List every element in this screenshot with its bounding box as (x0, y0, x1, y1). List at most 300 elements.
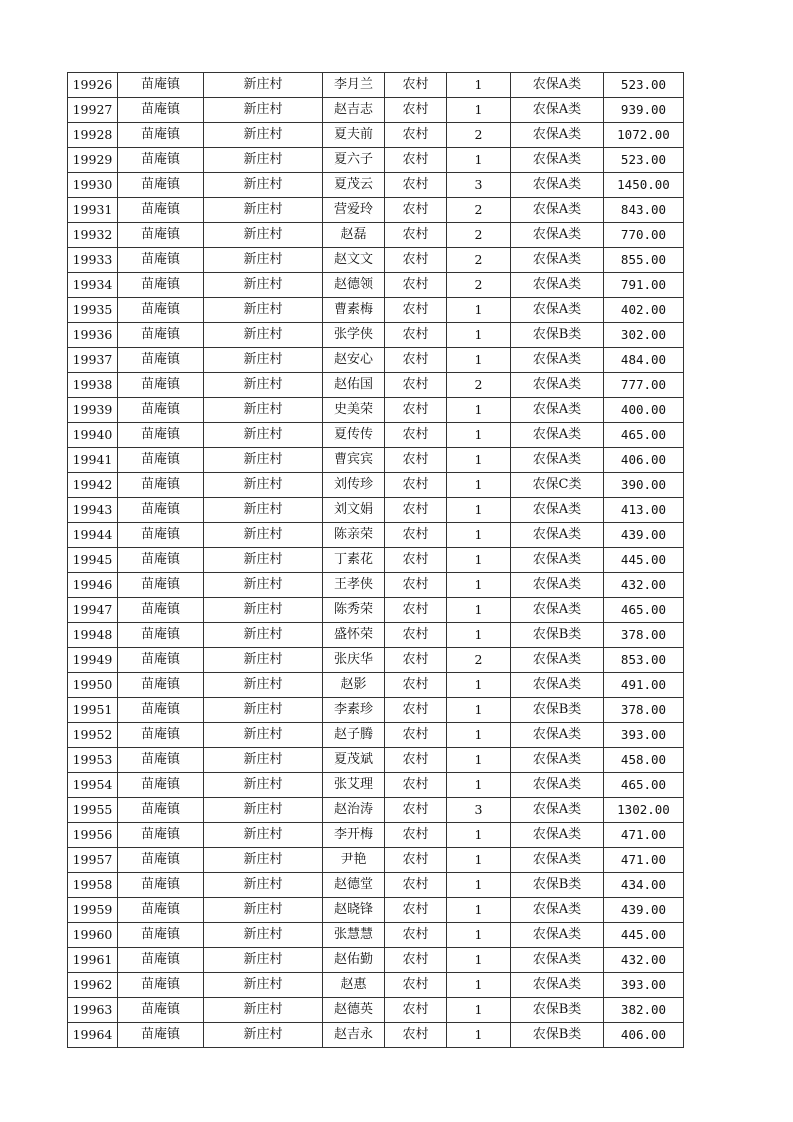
cell-village: 新庄村 (204, 798, 323, 823)
cell-insurance-category: 农保A类 (511, 673, 604, 698)
cell-town: 苗庵镇 (118, 848, 204, 873)
table-row (68, 473, 684, 498)
cell-amount: 458.00 (604, 748, 684, 773)
cell-village: 新庄村 (204, 73, 323, 98)
cell-household-type: 农村 (385, 148, 447, 173)
cell-amount: 791.00 (604, 273, 684, 298)
table-row (68, 548, 684, 573)
cell-name: 陈亲荣 (323, 523, 385, 548)
cell-record-id: 19931 (68, 198, 118, 223)
cell-amount: 465.00 (604, 773, 684, 798)
cell-record-id: 19949 (68, 648, 118, 673)
cell-household-type: 农村 (385, 898, 447, 923)
cell-person-count: 2 (447, 223, 511, 248)
cell-household-type: 农村 (385, 423, 447, 448)
table-row (68, 398, 684, 423)
table-row (68, 1023, 684, 1048)
cell-name: 赵佑国 (323, 373, 385, 398)
cell-household-type: 农村 (385, 823, 447, 848)
cell-town: 苗庵镇 (118, 723, 204, 748)
table-row (68, 773, 684, 798)
cell-insurance-category: 农保A类 (511, 773, 604, 798)
cell-person-count: 2 (447, 248, 511, 273)
cell-person-count: 1 (447, 948, 511, 973)
cell-insurance-category: 农保A类 (511, 448, 604, 473)
table-row (68, 423, 684, 448)
cell-name: 张艾理 (323, 773, 385, 798)
cell-record-id: 19951 (68, 698, 118, 723)
cell-amount: 770.00 (604, 223, 684, 248)
cell-town: 苗庵镇 (118, 873, 204, 898)
cell-name: 尹艳 (323, 848, 385, 873)
cell-record-id: 19957 (68, 848, 118, 873)
cell-town: 苗庵镇 (118, 248, 204, 273)
cell-insurance-category: 农保A类 (511, 498, 604, 523)
cell-village: 新庄村 (204, 748, 323, 773)
table-row (68, 223, 684, 248)
cell-record-id: 19950 (68, 673, 118, 698)
cell-insurance-category: 农保B类 (511, 1023, 604, 1048)
cell-amount: 471.00 (604, 848, 684, 873)
cell-name: 赵德领 (323, 273, 385, 298)
cell-amount: 465.00 (604, 598, 684, 623)
cell-person-count: 1 (447, 73, 511, 98)
cell-town: 苗庵镇 (118, 98, 204, 123)
cell-village: 新庄村 (204, 398, 323, 423)
cell-person-count: 1 (447, 573, 511, 598)
cell-name: 李素珍 (323, 698, 385, 723)
cell-person-count: 1 (447, 323, 511, 348)
cell-town: 苗庵镇 (118, 173, 204, 198)
cell-town: 苗庵镇 (118, 298, 204, 323)
cell-name: 曹宾宾 (323, 448, 385, 473)
cell-village: 新庄村 (204, 423, 323, 448)
cell-insurance-category: 农保A类 (511, 223, 604, 248)
cell-person-count: 1 (447, 898, 511, 923)
cell-household-type: 农村 (385, 723, 447, 748)
cell-town: 苗庵镇 (118, 523, 204, 548)
cell-insurance-category: 农保B类 (511, 998, 604, 1023)
table-row (68, 173, 684, 198)
cell-person-count: 2 (447, 648, 511, 673)
cell-record-id: 19953 (68, 748, 118, 773)
cell-amount: 393.00 (604, 973, 684, 998)
cell-amount: 434.00 (604, 873, 684, 898)
cell-insurance-category: 农保A类 (511, 648, 604, 673)
cell-town: 苗庵镇 (118, 923, 204, 948)
cell-insurance-category: 农保A类 (511, 173, 604, 198)
cell-name: 赵子腾 (323, 723, 385, 748)
cell-household-type: 农村 (385, 798, 447, 823)
cell-village: 新庄村 (204, 698, 323, 723)
cell-record-id: 19933 (68, 248, 118, 273)
cell-person-count: 1 (447, 698, 511, 723)
cell-name: 王孝侠 (323, 573, 385, 598)
cell-insurance-category: 农保A类 (511, 198, 604, 223)
cell-town: 苗庵镇 (118, 498, 204, 523)
cell-town: 苗庵镇 (118, 348, 204, 373)
table-row (68, 148, 684, 173)
cell-insurance-category: 农保B类 (511, 323, 604, 348)
cell-amount: 484.00 (604, 348, 684, 373)
table-row (68, 673, 684, 698)
cell-town: 苗庵镇 (118, 123, 204, 148)
cell-household-type: 农村 (385, 273, 447, 298)
cell-person-count: 1 (447, 298, 511, 323)
cell-insurance-category: 农保A类 (511, 398, 604, 423)
cell-record-id: 19935 (68, 298, 118, 323)
cell-name: 赵惠 (323, 973, 385, 998)
cell-village: 新庄村 (204, 648, 323, 673)
cell-record-id: 19941 (68, 448, 118, 473)
cell-name: 夏传传 (323, 423, 385, 448)
cell-household-type: 农村 (385, 73, 447, 98)
cell-person-count: 1 (447, 548, 511, 573)
cell-town: 苗庵镇 (118, 148, 204, 173)
cell-amount: 432.00 (604, 573, 684, 598)
cell-town: 苗庵镇 (118, 373, 204, 398)
cell-amount: 523.00 (604, 73, 684, 98)
cell-household-type: 农村 (385, 473, 447, 498)
cell-person-count: 1 (447, 448, 511, 473)
cell-amount: 523.00 (604, 148, 684, 173)
cell-household-type: 农村 (385, 223, 447, 248)
table-row (68, 323, 684, 348)
cell-household-type: 农村 (385, 373, 447, 398)
cell-insurance-category: 农保B类 (511, 698, 604, 723)
cell-record-id: 19958 (68, 873, 118, 898)
table-row (68, 798, 684, 823)
cell-record-id: 19937 (68, 348, 118, 373)
cell-household-type: 农村 (385, 323, 447, 348)
cell-village: 新庄村 (204, 148, 323, 173)
cell-household-type: 农村 (385, 348, 447, 373)
cell-household-type: 农村 (385, 573, 447, 598)
cell-town: 苗庵镇 (118, 773, 204, 798)
cell-person-count: 2 (447, 273, 511, 298)
table-row (68, 498, 684, 523)
cell-insurance-category: 农保A类 (511, 923, 604, 948)
cell-name: 赵影 (323, 673, 385, 698)
cell-name: 夏夫前 (323, 123, 385, 148)
cell-record-id: 19936 (68, 323, 118, 348)
cell-person-count: 1 (447, 98, 511, 123)
cell-amount: 445.00 (604, 923, 684, 948)
cell-village: 新庄村 (204, 473, 323, 498)
cell-household-type: 农村 (385, 948, 447, 973)
cell-person-count: 1 (447, 423, 511, 448)
cell-amount: 400.00 (604, 398, 684, 423)
table-row (68, 298, 684, 323)
table-row (68, 198, 684, 223)
cell-person-count: 1 (447, 998, 511, 1023)
cell-name: 赵吉永 (323, 1023, 385, 1048)
cell-village: 新庄村 (204, 298, 323, 323)
cell-household-type: 农村 (385, 773, 447, 798)
table-row (68, 623, 684, 648)
cell-name: 张学侠 (323, 323, 385, 348)
table-row (68, 373, 684, 398)
cell-name: 丁素花 (323, 548, 385, 573)
cell-household-type: 农村 (385, 623, 447, 648)
cell-village: 新庄村 (204, 573, 323, 598)
cell-insurance-category: 农保A类 (511, 348, 604, 373)
cell-name: 赵吉志 (323, 98, 385, 123)
cell-town: 苗庵镇 (118, 398, 204, 423)
cell-village: 新庄村 (204, 273, 323, 298)
cell-amount: 378.00 (604, 623, 684, 648)
cell-village: 新庄村 (204, 923, 323, 948)
cell-record-id: 19962 (68, 973, 118, 998)
table-row (68, 873, 684, 898)
cell-person-count: 1 (447, 848, 511, 873)
cell-name: 赵磊 (323, 223, 385, 248)
cell-amount: 378.00 (604, 698, 684, 723)
table-row (68, 648, 684, 673)
cell-amount: 465.00 (604, 423, 684, 448)
cell-insurance-category: 农保A类 (511, 523, 604, 548)
cell-household-type: 农村 (385, 173, 447, 198)
cell-name: 刘传珍 (323, 473, 385, 498)
cell-household-type: 农村 (385, 848, 447, 873)
table-row (68, 948, 684, 973)
cell-person-count: 3 (447, 798, 511, 823)
cell-village: 新庄村 (204, 623, 323, 648)
cell-insurance-category: 农保A类 (511, 273, 604, 298)
cell-person-count: 2 (447, 198, 511, 223)
cell-village: 新庄村 (204, 998, 323, 1023)
table-row (68, 723, 684, 748)
cell-household-type: 农村 (385, 548, 447, 573)
table-row (68, 823, 684, 848)
cell-town: 苗庵镇 (118, 898, 204, 923)
cell-insurance-category: 农保A类 (511, 248, 604, 273)
cell-insurance-category: 农保A类 (511, 423, 604, 448)
cell-name: 张慧慧 (323, 923, 385, 948)
cell-town: 苗庵镇 (118, 198, 204, 223)
table-row (68, 748, 684, 773)
cell-name: 赵安心 (323, 348, 385, 373)
cell-household-type: 农村 (385, 873, 447, 898)
table-row (68, 598, 684, 623)
cell-amount: 302.00 (604, 323, 684, 348)
cell-name: 盛怀荣 (323, 623, 385, 648)
cell-insurance-category: 农保B类 (511, 873, 604, 898)
cell-village: 新庄村 (204, 248, 323, 273)
table-row (68, 248, 684, 273)
cell-person-count: 1 (447, 673, 511, 698)
cell-insurance-category: 农保A类 (511, 123, 604, 148)
cell-amount: 855.00 (604, 248, 684, 273)
records-table-body (68, 73, 684, 1048)
cell-record-id: 19945 (68, 548, 118, 573)
cell-person-count: 1 (447, 923, 511, 948)
cell-amount: 1302.00 (604, 798, 684, 823)
cell-record-id: 19932 (68, 223, 118, 248)
cell-amount: 939.00 (604, 98, 684, 123)
table-row (68, 573, 684, 598)
table-row (68, 848, 684, 873)
cell-record-id: 19928 (68, 123, 118, 148)
cell-town: 苗庵镇 (118, 748, 204, 773)
cell-person-count: 1 (447, 473, 511, 498)
cell-town: 苗庵镇 (118, 648, 204, 673)
table-row (68, 523, 684, 548)
cell-town: 苗庵镇 (118, 823, 204, 848)
cell-insurance-category: 农保A类 (511, 898, 604, 923)
cell-insurance-category: 农保A类 (511, 373, 604, 398)
cell-record-id: 19959 (68, 898, 118, 923)
cell-name: 赵晓锋 (323, 898, 385, 923)
cell-insurance-category: 农保A类 (511, 723, 604, 748)
cell-record-id: 19961 (68, 948, 118, 973)
cell-household-type: 农村 (385, 1023, 447, 1048)
cell-town: 苗庵镇 (118, 73, 204, 98)
cell-person-count: 1 (447, 398, 511, 423)
cell-amount: 390.00 (604, 473, 684, 498)
cell-amount: 406.00 (604, 1023, 684, 1048)
cell-village: 新庄村 (204, 848, 323, 873)
cell-village: 新庄村 (204, 598, 323, 623)
cell-household-type: 农村 (385, 748, 447, 773)
cell-amount: 777.00 (604, 373, 684, 398)
cell-name: 营爱玲 (323, 198, 385, 223)
cell-insurance-category: 农保A类 (511, 298, 604, 323)
cell-village: 新庄村 (204, 123, 323, 148)
table-row (68, 73, 684, 98)
cell-record-id: 19960 (68, 923, 118, 948)
cell-household-type: 农村 (385, 973, 447, 998)
cell-record-id: 19947 (68, 598, 118, 623)
cell-village: 新庄村 (204, 198, 323, 223)
cell-household-type: 农村 (385, 198, 447, 223)
cell-town: 苗庵镇 (118, 673, 204, 698)
cell-amount: 1072.00 (604, 123, 684, 148)
cell-record-id: 19929 (68, 148, 118, 173)
cell-insurance-category: 农保B类 (511, 623, 604, 648)
cell-village: 新庄村 (204, 773, 323, 798)
cell-village: 新庄村 (204, 498, 323, 523)
cell-town: 苗庵镇 (118, 998, 204, 1023)
cell-name: 陈秀荣 (323, 598, 385, 623)
cell-town: 苗庵镇 (118, 973, 204, 998)
cell-village: 新庄村 (204, 523, 323, 548)
cell-town: 苗庵镇 (118, 573, 204, 598)
cell-household-type: 农村 (385, 998, 447, 1023)
cell-town: 苗庵镇 (118, 623, 204, 648)
cell-town: 苗庵镇 (118, 1023, 204, 1048)
cell-amount: 843.00 (604, 198, 684, 223)
cell-town: 苗庵镇 (118, 448, 204, 473)
cell-record-id: 19934 (68, 273, 118, 298)
cell-household-type: 农村 (385, 648, 447, 673)
cell-name: 赵文文 (323, 248, 385, 273)
cell-household-type: 农村 (385, 98, 447, 123)
cell-record-id: 19942 (68, 473, 118, 498)
cell-town: 苗庵镇 (118, 598, 204, 623)
cell-person-count: 2 (447, 123, 511, 148)
cell-record-id: 19954 (68, 773, 118, 798)
cell-insurance-category: 农保A类 (511, 748, 604, 773)
table-row (68, 998, 684, 1023)
cell-amount: 439.00 (604, 898, 684, 923)
table-row (68, 123, 684, 148)
cell-insurance-category: 农保A类 (511, 573, 604, 598)
cell-village: 新庄村 (204, 323, 323, 348)
cell-insurance-category: 农保A类 (511, 148, 604, 173)
cell-record-id: 19946 (68, 573, 118, 598)
cell-name: 史美荣 (323, 398, 385, 423)
cell-household-type: 农村 (385, 673, 447, 698)
cell-name: 李月兰 (323, 73, 385, 98)
cell-record-id: 19964 (68, 1023, 118, 1048)
cell-amount: 406.00 (604, 448, 684, 473)
cell-village: 新庄村 (204, 348, 323, 373)
cell-insurance-category: 农保A类 (511, 798, 604, 823)
cell-village: 新庄村 (204, 673, 323, 698)
cell-village: 新庄村 (204, 948, 323, 973)
cell-insurance-category: 农保A类 (511, 73, 604, 98)
cell-town: 苗庵镇 (118, 273, 204, 298)
cell-household-type: 农村 (385, 498, 447, 523)
cell-record-id: 19943 (68, 498, 118, 523)
cell-village: 新庄村 (204, 1023, 323, 1048)
cell-amount: 491.00 (604, 673, 684, 698)
cell-person-count: 1 (447, 1023, 511, 1048)
cell-village: 新庄村 (204, 223, 323, 248)
cell-village: 新庄村 (204, 173, 323, 198)
cell-person-count: 1 (447, 873, 511, 898)
cell-household-type: 农村 (385, 698, 447, 723)
cell-amount: 382.00 (604, 998, 684, 1023)
cell-insurance-category: 农保A类 (511, 598, 604, 623)
cell-name: 赵佑勤 (323, 948, 385, 973)
cell-household-type: 农村 (385, 448, 447, 473)
cell-name: 李开梅 (323, 823, 385, 848)
cell-village: 新庄村 (204, 373, 323, 398)
cell-amount: 1450.00 (604, 173, 684, 198)
cell-name: 赵德英 (323, 998, 385, 1023)
cell-record-id: 19955 (68, 798, 118, 823)
table-row (68, 273, 684, 298)
cell-person-count: 1 (447, 748, 511, 773)
cell-insurance-category: 农保C类 (511, 473, 604, 498)
cell-household-type: 农村 (385, 123, 447, 148)
table-row (68, 898, 684, 923)
cell-insurance-category: 农保A类 (511, 848, 604, 873)
records-table (67, 72, 684, 1048)
cell-record-id: 19939 (68, 398, 118, 423)
cell-amount: 432.00 (604, 948, 684, 973)
table-row (68, 448, 684, 473)
cell-household-type: 农村 (385, 298, 447, 323)
cell-village: 新庄村 (204, 873, 323, 898)
cell-person-count: 1 (447, 773, 511, 798)
cell-town: 苗庵镇 (118, 423, 204, 448)
cell-record-id: 19952 (68, 723, 118, 748)
cell-village: 新庄村 (204, 823, 323, 848)
cell-insurance-category: 农保A类 (511, 548, 604, 573)
cell-town: 苗庵镇 (118, 548, 204, 573)
cell-name: 赵德堂 (323, 873, 385, 898)
cell-town: 苗庵镇 (118, 473, 204, 498)
cell-record-id: 19927 (68, 98, 118, 123)
table-row (68, 923, 684, 948)
cell-record-id: 19956 (68, 823, 118, 848)
cell-village: 新庄村 (204, 898, 323, 923)
cell-person-count: 1 (447, 973, 511, 998)
table-row (68, 698, 684, 723)
